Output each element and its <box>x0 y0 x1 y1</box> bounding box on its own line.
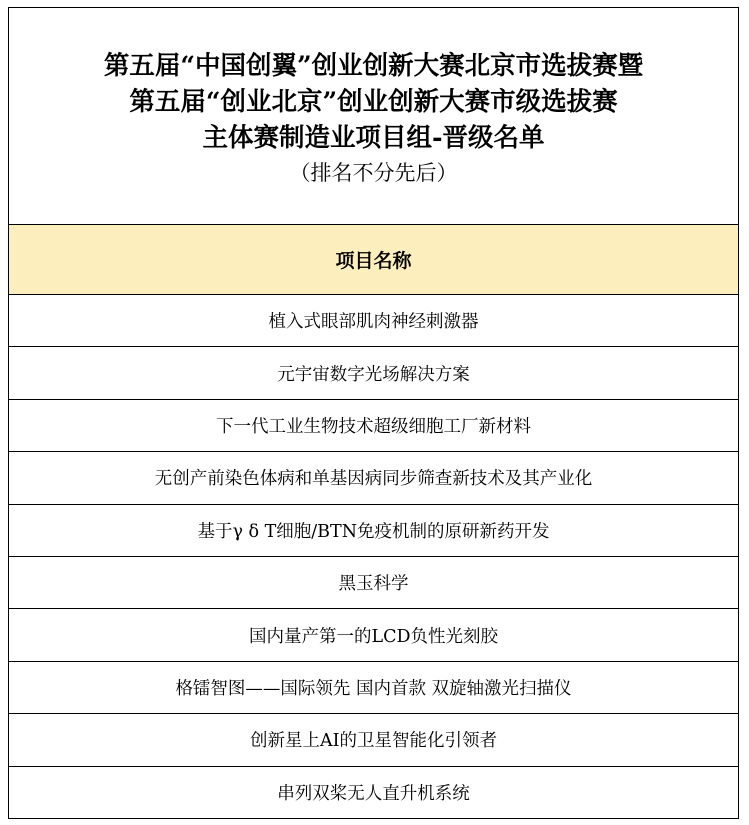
title-block <box>9 8 738 225</box>
table-row <box>9 767 738 819</box>
project-name: 无创产前染色体病和单基因病同步筛查新技术及其产业化 <box>154 469 593 490</box>
table-row <box>9 295 738 347</box>
project-name: 串列双桨无人直升机系统 <box>277 784 470 805</box>
table-row <box>9 557 738 609</box>
column-header-project-name: 项目名称 <box>335 250 412 272</box>
table-row <box>9 505 738 557</box>
table-row <box>9 609 738 661</box>
project-name: 格镭智图——国际领先 国内首款 双旋轴激光扫描仪 <box>175 678 572 699</box>
project-name: 国内量产第一的LCD负性光刻胶 <box>248 626 499 647</box>
table-row <box>9 400 738 452</box>
title-line-1: 第五届“中国创翼”创业创新大赛北京市选拔赛暨 <box>103 51 644 81</box>
table-row <box>9 347 738 399</box>
project-name: 下一代工业生物技术超级细胞工厂新材料 <box>216 416 531 437</box>
project-name: 植入式眼部肌肉神经刺激器 <box>268 312 479 333</box>
ranking-note: （排名不分先后） <box>289 161 458 185</box>
table-row <box>9 662 738 714</box>
table-header <box>9 225 738 295</box>
title-line-3: 主体赛制造业项目组-晋级名单 <box>202 123 545 153</box>
table-row <box>9 714 738 766</box>
project-name: 元宇宙数字光场解决方案 <box>277 364 470 385</box>
table-row <box>9 452 738 504</box>
project-name: 黑玉科学 <box>338 574 409 595</box>
project-name: 基于γ δ T细胞/BTN免疫机制的原研新药开发 <box>197 521 550 542</box>
results-table <box>8 7 739 819</box>
project-name: 创新星上AI的卫星智能化引领者 <box>249 731 498 752</box>
title-line-2: 第五届“创业北京”创业创新大赛市级选拔赛 <box>129 87 618 117</box>
